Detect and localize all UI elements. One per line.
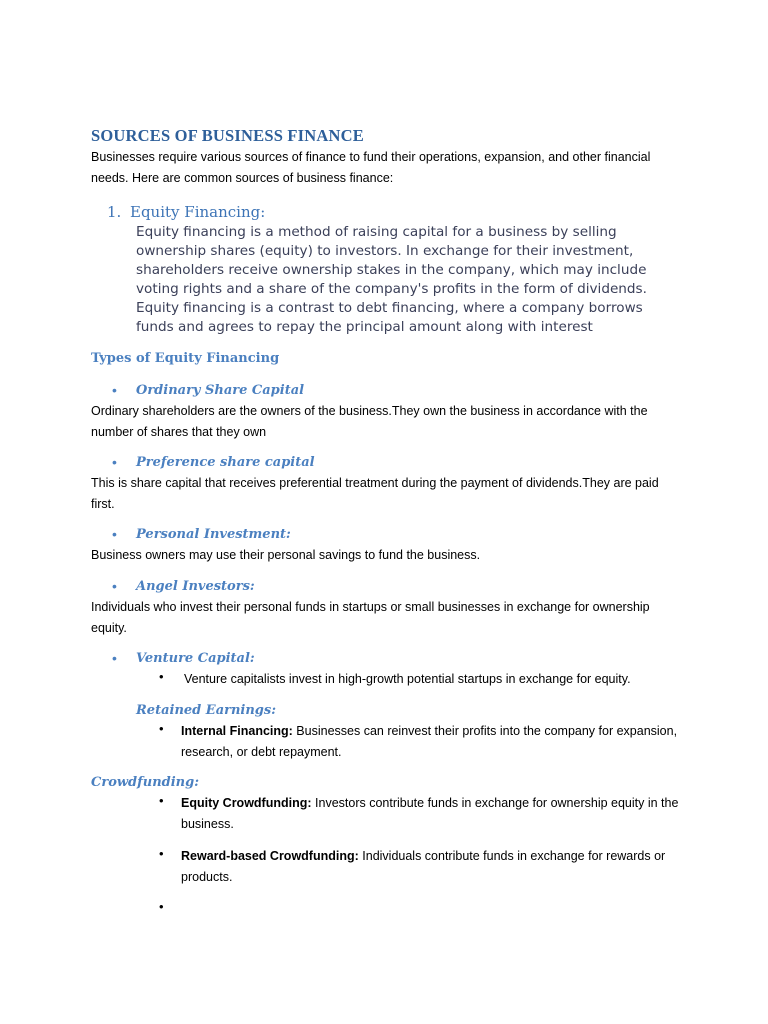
- retained-earnings-heading: Retained Earnings:: [136, 703, 277, 718]
- crowdfunding-heading: Crowdfunding:: [91, 775, 200, 790]
- retained-item: [181, 721, 686, 762]
- crowdfunding-item-reward: [181, 846, 681, 887]
- crowdfunding-item-text: Individuals contribute funds in exchange for rewards or products.: [181, 849, 666, 884]
- crowdfunding-item-text: Investors contribute funds in exchange for ownership equity in the business.: [181, 796, 679, 831]
- type-heading-personal: Personal Investment:: [136, 527, 291, 542]
- intro-paragraph: Businesses require various sources of finance to fund their operations, expansion, and other financial needs. Here are common sources of business finance:: [91, 150, 651, 185]
- bullet: •: [112, 382, 117, 398]
- type-heading-venture: Venture Capital:: [136, 651, 255, 666]
- bullet: •: [159, 669, 164, 684]
- bullet: •: [159, 846, 164, 861]
- bullet: •: [112, 454, 117, 470]
- equity-financing-paragraph: Equity financing is a method of raising capital for a business by selling ownership shares (equity) to investors. In exchange for their investment, shareholders receive ownership stakes in the company, which may include voting rights and a share of the company's profits in the form of dividends. Equity financing is a contrast to debt financing, where a company borrows funds and agrees to repay the principal amount along with interest: [136, 224, 647, 335]
- section-heading-equity-financing: Equity Financing:: [130, 203, 266, 221]
- type-body-personal: Business owners may use their personal savings to fund the business.: [91, 548, 481, 562]
- bullet: •: [112, 578, 117, 594]
- crowdfunding-item-label: Reward-based Crowdfunding:: [181, 849, 359, 863]
- bullet: •: [159, 721, 164, 736]
- document-title: SOURCES OF BUSINESS FINANCE: [91, 126, 364, 145]
- bullet: •: [112, 650, 117, 666]
- type-body-angel: Individuals who invest their personal funds in startups or small businesses in exchange for ownership equity.: [91, 600, 650, 635]
- retained-item-text: Businesses can reinvest their profits into the company for expansion, research, or debt repayment.: [181, 724, 678, 759]
- bullet: •: [159, 793, 164, 808]
- type-heading-ordinary: Ordinary Share Capital: [136, 383, 305, 398]
- type-heading-preference: Preference share capital: [136, 455, 315, 470]
- crowdfunding-item-equity: [181, 793, 681, 834]
- crowdfunding-item-label: Equity Crowdfunding:: [181, 796, 312, 810]
- type-body-preference: This is share capital that receives preferential treatment during the payment of dividends.They are paid first.: [91, 476, 659, 511]
- retained-item-label: Internal Financing:: [181, 724, 293, 738]
- type-heading-angel: Angel Investors:: [136, 579, 255, 594]
- bullet-empty: •: [159, 899, 164, 914]
- types-heading: Types of Equity Financing: [91, 351, 280, 366]
- type-sub-venture: Venture capitalists invest in high-growth potential startups in exchange for equity.: [184, 672, 631, 686]
- type-body-ordinary: Ordinary shareholders are the owners of the business.They own the business in accordance with the number of shares that they own: [91, 404, 648, 439]
- bullet: •: [112, 526, 117, 542]
- section-number: 1.: [107, 203, 122, 221]
